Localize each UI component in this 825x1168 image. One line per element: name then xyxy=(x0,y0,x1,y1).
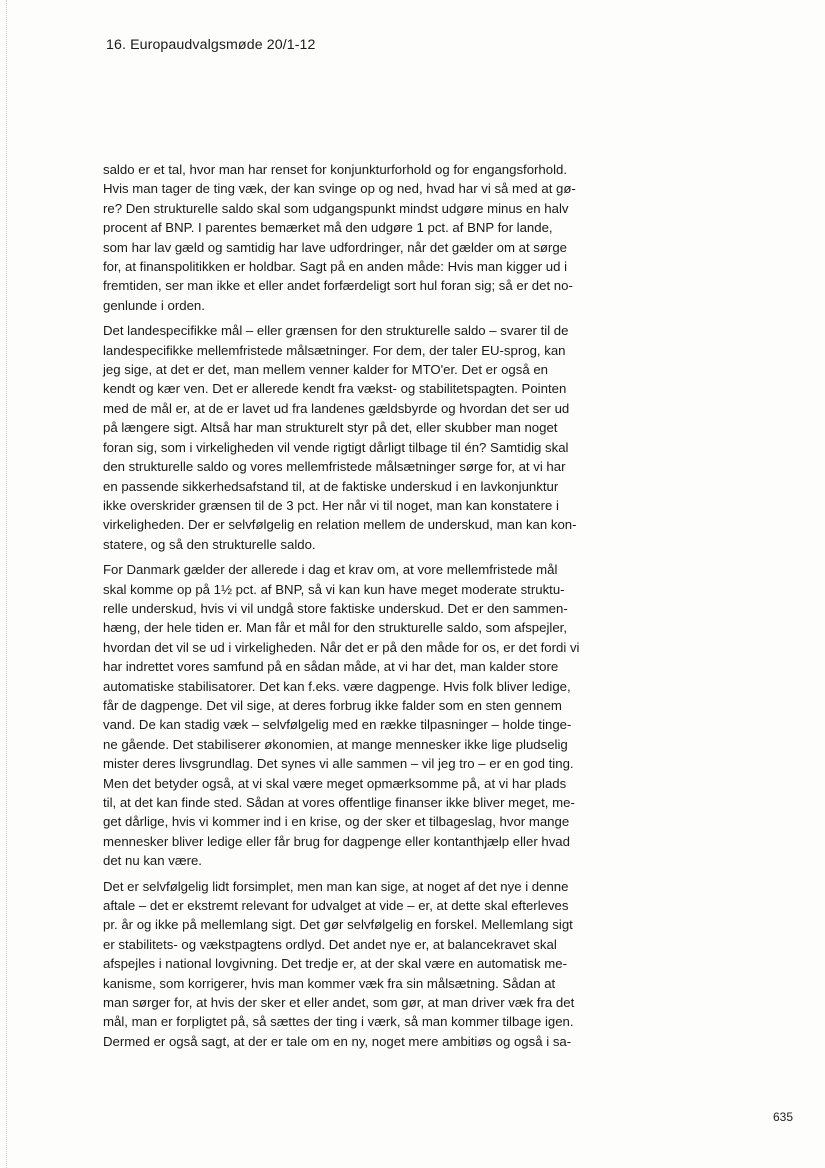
text-line: genlunde i orden. xyxy=(103,297,205,313)
text-line: hæng, der hele tiden er. Man får et mål for den strukturelle saldo, som afspejler, xyxy=(103,620,568,636)
paragraph xyxy=(103,560,585,871)
text-line: en passende sikkerhedsafstand til, at de faktiske underskud i en lavkonjunktur xyxy=(103,478,559,494)
text-line: hvordan det vil se ud i virkeligheden. Når det er på den måde for os, er det fordi vi xyxy=(103,639,580,655)
text-line: får de dagpenge. Det vil sige, at deres forbrug ikke falder som en sten gennem xyxy=(103,697,562,713)
text-line: Det er selvfølgelig lidt forsimplet, men man kan sige, at noget af det nye i denne xyxy=(103,878,569,894)
text-line: mister deres livsgrundlag. Det synes vi alle sammen – vil jeg tro – er en god ting. xyxy=(103,756,574,772)
text-line: Dermed er også sagt, at der er tale om en ny, noget mere ambitiøs og også i sa- xyxy=(103,1033,572,1049)
paragraph xyxy=(103,160,585,315)
text-line: aftale – det er ekstremt relevant for udvalget at vide – er, at dette skal efterleves xyxy=(103,898,569,914)
text-line: pr. år og ikke på mellemlang sigt. Det gør selvfølgelig en forskel. Mellemlang sigt xyxy=(103,917,573,933)
text-line: skal komme op på 1½ pct. af BNP, så vi kan kun have meget moderate struktu- xyxy=(103,581,565,597)
page-header: 16. Europaudvalgsmøde 20/1-12 xyxy=(106,37,316,53)
text-line: det nu kan være. xyxy=(103,853,202,869)
paragraph xyxy=(103,877,585,1052)
text-line: foran sig, som i virkeligheden vil vende rigtigt dårligt tilbage til én? Samtidig skal xyxy=(103,439,569,455)
text-line: kanisme, som korrigerer, hvis man kommer væk fra sin målsætning. Sådan at xyxy=(103,975,556,991)
text-line: ikke overskrider grænsen til de 3 pct. Her når vi til noget, man kan konstatere i xyxy=(103,497,559,513)
text-line: procent af BNP. I parentes bemærket må den udgøre 1 pct. af BNP for lande, xyxy=(103,220,553,236)
scan-edge-line xyxy=(6,0,7,1168)
text-line: jeg sige, at det er det, man mellem venner kalder for MTO'er. Det er også en xyxy=(103,362,548,378)
text-line: saldo er et tal, hvor man har renset for konjunkturforhold og for engangsforhold. xyxy=(103,162,568,177)
text-line: Hvis man tager de ting væk, der kan svinge op og ned, hvad har vi så med at gø- xyxy=(103,181,576,197)
text-line: som har lav gæld og samtidig har lave udfordringer, når det gælder om at sørge xyxy=(103,239,567,255)
text-line: get dårlige, hvis vi kommer ind i en krise, og der sker et tilbageslag, hvor mange xyxy=(103,814,570,830)
body-text xyxy=(103,160,585,1057)
page-number: 635 xyxy=(773,1110,794,1124)
text-line: med de mål er, at de er lavet ud fra landenes gældsbyrde og hvordan det ser ud xyxy=(103,400,570,416)
text-line: vand. De kan stadig væk – selvfølgelig med en række tilpasninger – holde tinge- xyxy=(103,717,572,733)
text-line: til, at det kan finde sted. Sådan at vores offentlige finanser ikke bliver meget, me- xyxy=(103,795,575,810)
text-line: fremtiden, ser man ikke et eller andet forfærdeligt sort hul foran sig; så er det no- xyxy=(103,278,573,294)
text-line: virkeligheden. Der er selvfølgelig en relation mellem de underskud, man kan kon- xyxy=(103,517,577,533)
text-line: ne gående. Det stabiliserer økonomien, at mange mennesker ikke lige pludselig xyxy=(103,736,568,752)
text-line: Men det betyder også, at vi skal være meget opmærksomme på, at vi har plads xyxy=(103,775,567,791)
text-line: mål, man er forpligtet på, så sættes der ting i værk, så man kommer tilbage igen. xyxy=(103,1014,574,1030)
text-line: Det landespecifikke mål – eller grænsen for den strukturelle saldo – svarer til de xyxy=(103,323,569,339)
text-line: For Danmark gælder der allerede i dag et krav om, at vore mellemfristede mål xyxy=(103,562,558,578)
text-line: afspejles i national lovgivning. Det tredje er, at der skal være en automatisk me- xyxy=(103,956,567,972)
text-line: er stabilitets- og vækstpagtens ordlyd. Det andet nye er, at balancekravet skal xyxy=(103,936,557,952)
text-line: på længere sigt. Altså har man strukturelt styr på det, eller skubber man noget xyxy=(103,420,558,436)
text-line: re? Den strukturelle saldo skal som udgangspunkt mindst udgøre minus en halv xyxy=(103,200,569,216)
text-line: for, at finanspolitikken er holdbar. Sagt på en anden måde: Hvis man kigger ud i xyxy=(103,259,568,275)
text-line: kendt og kær ven. Det er allerede kendt fra vækst- og stabilitetspagten. Pointen xyxy=(103,381,567,397)
text-line: relle underskud, hvis vi vil undgå store faktiske underskud. Det er den sammen- xyxy=(103,600,568,616)
text-line: har indrettet vores samfund på en sådan måde, at vi har det, man kalder store xyxy=(103,659,559,675)
text-line: man sørger for, at hvis der sker et eller andet, som gør, at man driver væk fra det xyxy=(103,995,575,1011)
text-line: den strukturelle saldo og vores mellemfristede målsætninger sørge for, at vi har xyxy=(103,459,566,475)
text-line: automatiske stabilisatorer. Det kan f.eks. være dagpenge. Hvis folk bliver ledige, xyxy=(103,678,571,694)
text-line: mennesker bliver ledige eller får brug for dagpenge eller kontanthjælp eller hvad xyxy=(103,833,570,849)
text-line: landespecifikke mellemfristede målsætninger. For dem, der taler EU-sprog, kan xyxy=(103,342,566,358)
text-line: statere, og så den strukturelle saldo. xyxy=(103,536,316,552)
paragraph xyxy=(103,321,585,554)
